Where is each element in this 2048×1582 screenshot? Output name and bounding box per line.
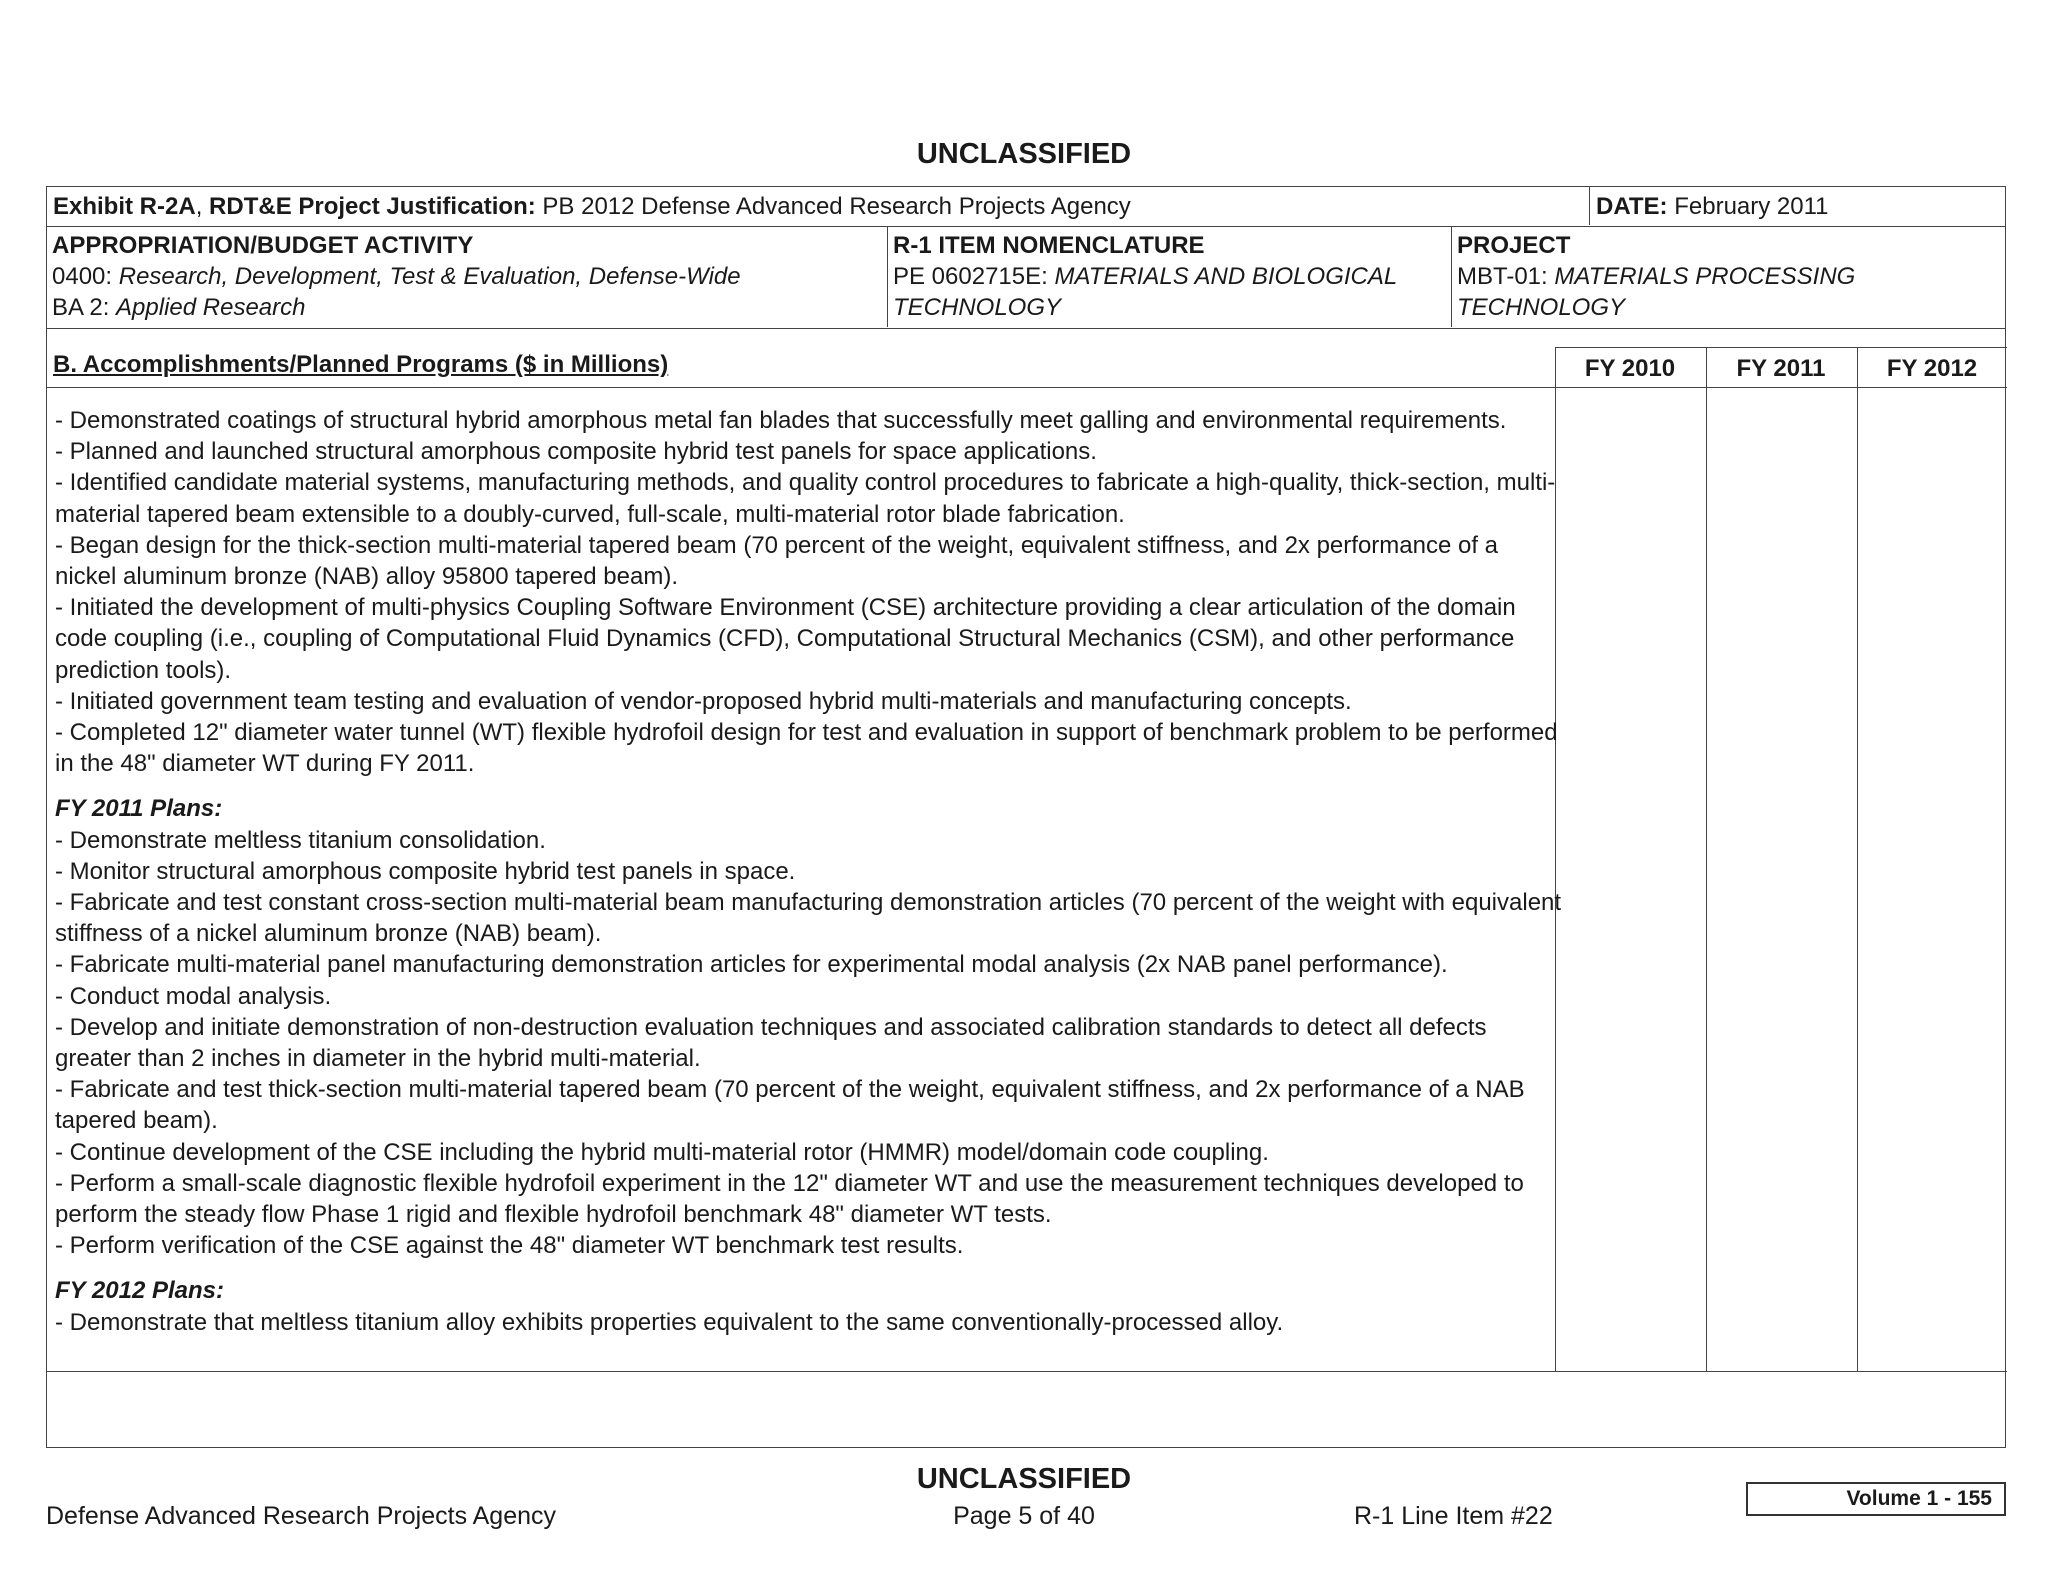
accomplishment-item: - Completed 12" diameter water tunnel (WT) flexible hydrofoil design for test and evaluation in support of benchmark problem to be performed in the 48" diameter WT during FY 2011. [55, 719, 1558, 778]
project-value-line2: TECHNOLOGY [1457, 294, 1626, 321]
project-code: MBT-01: [1457, 263, 1548, 290]
fy-2011-header: FY 2011 [1736, 355, 1826, 382]
body-bottom-rule [47, 1371, 2007, 1372]
appropriation-value: Research, Development, Test & Evaluation, Defense-Wide [118, 263, 741, 290]
fy-column-divider-3 [1857, 347, 1858, 1371]
fy2011-plan-item: - Continue development of the CSE including the hybrid multi-material rotor (HMMR) model/domain code coupling. [55, 1138, 1269, 1166]
date-label: DATE: [1596, 193, 1668, 220]
r1-value-line1: MATERIALS AND BIOLOGICAL [1054, 263, 1398, 290]
ba-code: BA 2: [52, 294, 110, 321]
fy2012-plan-item: - Demonstrate that meltless titanium alloy exhibits properties equivalent to the same conventionally-processed alloy. [55, 1308, 1284, 1336]
project-label: PROJECT [1457, 232, 1571, 259]
accomplishment-item: - Began design for the thick-section multi-material tapered beam (70 percent of the weight, equivalent stiffness, and 2x performance of a nickel aluminum bronze (NAB) alloy 95800 tapered beam). [55, 531, 1499, 591]
fy-2010-header: FY 2010 [1584, 355, 1676, 382]
volume-box: Volume 1 - 155 [1746, 1482, 2006, 1516]
fy2011-plan-item: - Demonstrate meltless titanium consolidation. [55, 826, 546, 854]
fy2011-plan-item: - Fabricate multi-material panel manufacturing demonstration articles for experimental modal analysis (2x NAB panel performance). [55, 951, 1448, 979]
fy-2012-header: FY 2012 [1886, 355, 1978, 382]
exhibit-header-row [47, 187, 2005, 227]
footer-line-item: R-1 Line Item #22 [1354, 1502, 1553, 1530]
accomplishment-item: - Planned and launched structural amorphous composite hybrid test panels for space applications. [55, 438, 1097, 466]
justification-label: RDT&E Project Justification: [209, 193, 536, 220]
appropriation-cell [47, 227, 887, 327]
exhibit-frame [46, 186, 2006, 1448]
footer-page-number: Page 5 of 40 [953, 1502, 1095, 1530]
footer-agency: Defense Advanced Research Projects Agency [46, 1502, 557, 1530]
classification-top: UNCLASSIFIED [916, 138, 1132, 170]
r1-value-line2: TECHNOLOGY [893, 294, 1062, 321]
r1-nomenclature-cell [887, 227, 1451, 327]
accomplishment-item: - Initiated government team testing and evaluation of vendor-proposed hybrid multi-materials and manufacturing concepts. [55, 687, 1352, 715]
fy-column-divider-2 [1706, 347, 1707, 1371]
fy2011-plans-heading: FY 2011 Plans: [55, 795, 223, 823]
project-value-line1: MATERIALS PROCESSING [1554, 263, 1856, 290]
fy2011-plan-item: - Monitor structural amorphous composite hybrid test panels in space. [55, 857, 796, 885]
accomplishment-item: - Identified candidate material systems, manufacturing methods, and quality control procedures to fabricate a high-quality, thick-section, multi-material tapered beam extensible to a doubly-curved, full-scale, multi-material rotor blade fabrication. [55, 469, 1556, 528]
appropriation-code: 0400: [52, 263, 113, 290]
appropriation-label: APPROPRIATION/BUDGET ACTIVITY [52, 232, 474, 259]
justification-value: PB 2012 Defense Advanced Research Projects Agency [542, 193, 1131, 220]
section-title: B. Accomplishments/Planned Programs ($ in Millions) [53, 351, 669, 378]
fy2012-plans-heading: FY 2012 Plans: [55, 1277, 224, 1305]
exhibit-title: Exhibit R-2A, RDT&E Project Justification: PB 2012 Defense Advanced Research Projects Agency [53, 193, 1131, 220]
date-value: February 2011 [1674, 193, 1829, 220]
fy-header-top-rule [1555, 347, 2007, 348]
accomplishment-item: - Demonstrated coatings of structural hybrid amorphous metal fan blades that successfully meet galling and environmental requirements. [55, 407, 1507, 434]
fy2011-plan-item: - Perform a small-scale diagnostic flexible hydrofoil experiment in the 12" diameter WT and use the measurement techniques developed to perform the steady flow Phase 1 rigid and flexible hydrofoil benchmark 48" diameter WT tests. [55, 1169, 1524, 1229]
program-info-row [47, 227, 2005, 329]
exhibit-label: Exhibit R-2A [53, 193, 196, 220]
classification-bottom: UNCLASSIFIED [916, 1463, 1132, 1495]
fy2011-plan-item: - Fabricate and test constant cross-section multi-material beam manufacturing demonstration articles (70 percent of the weight with equivalent stiffness of a nickel aluminum bronze (NAB) beam). [55, 889, 1562, 948]
fy2011-plan-item: - Fabricate and test thick-section multi-material tapered beam (70 percent of the weight, equivalent stiffness, and 2x performance of a NAB tapered beam). [55, 1076, 1525, 1135]
fy2011-plan-item: - Develop and initiate demonstration of non-destruction evaluation techniques and associated calibration standards to detect all defects greater than 2 inches in diameter in the hybrid multi-material. [55, 1013, 1487, 1073]
section-header-rule [47, 387, 2007, 388]
accomplishments-body [55, 405, 1565, 1338]
accomplishment-item: - Initiated the development of multi-physics Coupling Software Environment (CSE) architecture providing a clear articulation of the domain code coupling (i.e., coupling of Computational Fluid Dynamics (CFD), Computational Structural Mechanics (CSM), and other performance prediction tools). [55, 594, 1516, 684]
r1-label: R-1 ITEM NOMENCLATURE [893, 232, 1205, 259]
project-cell [1451, 227, 2007, 327]
r1-code: PE 0602715E: [893, 263, 1048, 290]
ba-value: Applied Research [116, 294, 306, 321]
fy2011-plan-item: - Perform verification of the CSE against the 48" diameter WT benchmark test results. [55, 1232, 964, 1260]
date-cell [1589, 187, 1829, 225]
fy2011-plan-item: - Conduct modal analysis. [55, 982, 332, 1010]
